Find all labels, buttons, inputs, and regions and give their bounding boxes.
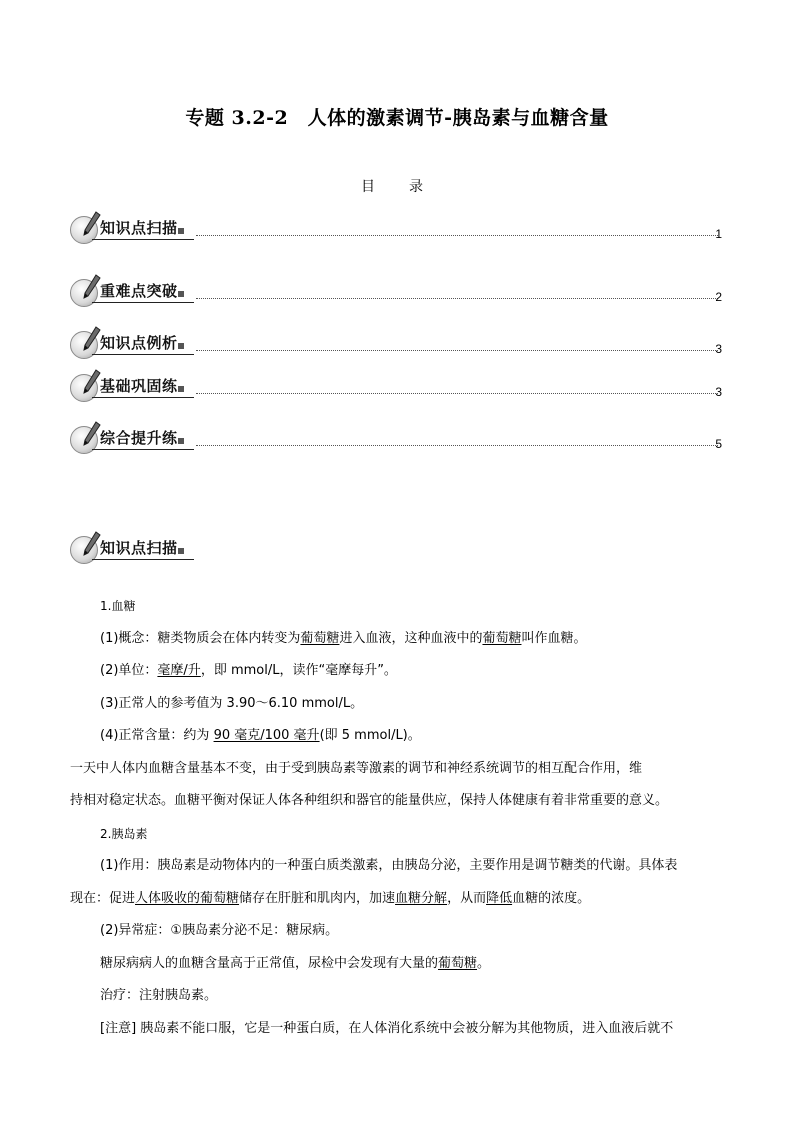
- badge-square-icon: [178, 291, 184, 297]
- section-badge: [70, 327, 194, 359]
- toc-leader: [196, 350, 718, 351]
- pencil-icon: [78, 274, 102, 302]
- underlined-term: 葡萄糖: [438, 955, 478, 971]
- paragraph-abnormal: (2)异常症：①胰岛素分泌不足：糖尿病。: [100, 923, 339, 938]
- toc-label: 基础巩固练: [100, 377, 178, 395]
- text: 叫作血糖。: [521, 630, 587, 646]
- toc-leader: [196, 393, 718, 394]
- badge-underline: [92, 239, 194, 240]
- text: 储存在肝脏和肌肉内，加速: [239, 890, 396, 906]
- paragraph-diabetes: [100, 948, 726, 981]
- paragraph-unit: [100, 655, 726, 688]
- pencil-icon: [78, 369, 102, 397]
- text: (4)正常含量：约为: [100, 728, 214, 743]
- paragraph-normal: [100, 720, 726, 753]
- paragraph-note: [注意] 胰岛素不能口服，它是一种蛋白质，在人体消化系统中会被分解为其他物质，进入血液后就不: [100, 1020, 674, 1036]
- underlined-term: 降低: [486, 890, 513, 906]
- toc-page-number: 2: [715, 290, 722, 304]
- toc-leader: [196, 298, 718, 299]
- section-badge: [70, 212, 194, 244]
- text: 糖尿病病人的血糖含量高于正常值，尿检中会发现有大量的: [100, 955, 439, 971]
- section-badge: [70, 422, 194, 454]
- underlined-term: 毫摩/升: [157, 663, 201, 678]
- toc-page-number: 3: [715, 385, 722, 399]
- pencil-icon: [78, 531, 102, 559]
- badge-underline: [92, 449, 194, 450]
- toc-page-number: 1: [715, 227, 722, 241]
- badge-underline: [92, 559, 194, 560]
- paragraph-balance-2: 持相对稳定状态。血糖平衡对保证人体各种组织和器官的能量供应，保持人体健康有着非常重要的意义。: [70, 793, 669, 808]
- underlined-term: 90 毫克/100 毫升: [213, 728, 320, 743]
- badge-underline: [92, 354, 194, 355]
- subheading-blood-sugar: 1.血糖: [100, 599, 136, 613]
- pencil-icon: [78, 326, 102, 354]
- section-body: [70, 590, 726, 1045]
- toc-row[interactable]: [70, 327, 730, 363]
- underlined-term: 人体吸收的葡萄糖: [135, 890, 240, 906]
- section-badge: [70, 370, 194, 402]
- text: (即 5 mmol/L)。: [319, 728, 421, 743]
- pencil-icon: [78, 421, 102, 449]
- section-badge: [70, 275, 194, 307]
- toc-leader: [196, 445, 718, 446]
- toc-row[interactable]: [70, 370, 730, 406]
- text: (2)单位：: [100, 663, 158, 678]
- text: 进入血液，这种血液中的: [339, 630, 483, 646]
- badge-underline: [92, 302, 194, 303]
- toc-label: 重难点突破: [100, 282, 178, 300]
- pencil-icon: [78, 211, 102, 239]
- paragraph-reference: (3)正常人的参考值为 3.90～6.10 mmol/L。: [100, 695, 364, 711]
- paragraph-balance-1: 一天中人体内血糖含量基本不变，由于受到胰岛素等激素的调节和神经系统调节的相互配合作用，维: [70, 760, 643, 776]
- toc-heading: 目 录: [361, 179, 433, 195]
- section-heading-badge: [70, 532, 194, 564]
- badge-underline: [92, 397, 194, 398]
- toc-label: 知识点例析: [100, 334, 178, 352]
- text: 血糖的浓度。: [512, 890, 591, 906]
- text: ，即 mmol/L，读作“毫摩每升”。: [200, 663, 397, 678]
- paragraph-function-1: (1)作用：胰岛素是动物体内的一种蛋白质类激素，由胰岛分泌，主要作用是调节糖类的代谢。具体表: [100, 858, 678, 873]
- badge-square-icon: [178, 386, 184, 392]
- text: (1)概念：糖类物质会在体内转变为: [100, 630, 301, 646]
- text: 。: [477, 955, 491, 971]
- toc-row[interactable]: [70, 212, 730, 248]
- toc-row[interactable]: [70, 275, 730, 311]
- text: 现在：促进: [70, 890, 136, 906]
- text: ，从而: [447, 890, 487, 906]
- paragraph-function-2: [70, 883, 726, 916]
- paragraph-concept: [100, 623, 726, 656]
- toc-row[interactable]: [70, 422, 730, 458]
- badge-square-icon: [178, 228, 184, 234]
- section-label: 知识点扫描: [100, 539, 178, 557]
- toc-page-number: 5: [715, 437, 722, 451]
- paragraph-treatment: 治疗：注射胰岛素。: [100, 988, 218, 1003]
- toc-leader: [196, 235, 718, 236]
- underlined-term: 血糖分解: [395, 890, 448, 906]
- badge-square-icon: [178, 343, 184, 349]
- underlined-term: 葡萄糖: [482, 630, 522, 646]
- section-badge: [70, 532, 194, 564]
- badge-square-icon: [178, 438, 184, 444]
- badge-square-icon: [178, 548, 184, 554]
- toc-label: 综合提升练: [100, 429, 178, 447]
- toc-label: 知识点扫描: [100, 219, 178, 237]
- subheading-insulin: 2.胰岛素: [100, 826, 148, 841]
- underlined-term: 葡萄糖: [300, 630, 340, 646]
- toc-page-number: 3: [715, 342, 722, 356]
- page-title: 专题 3.2-2 人体的激素调节-胰岛素与血糖含量: [185, 107, 609, 129]
